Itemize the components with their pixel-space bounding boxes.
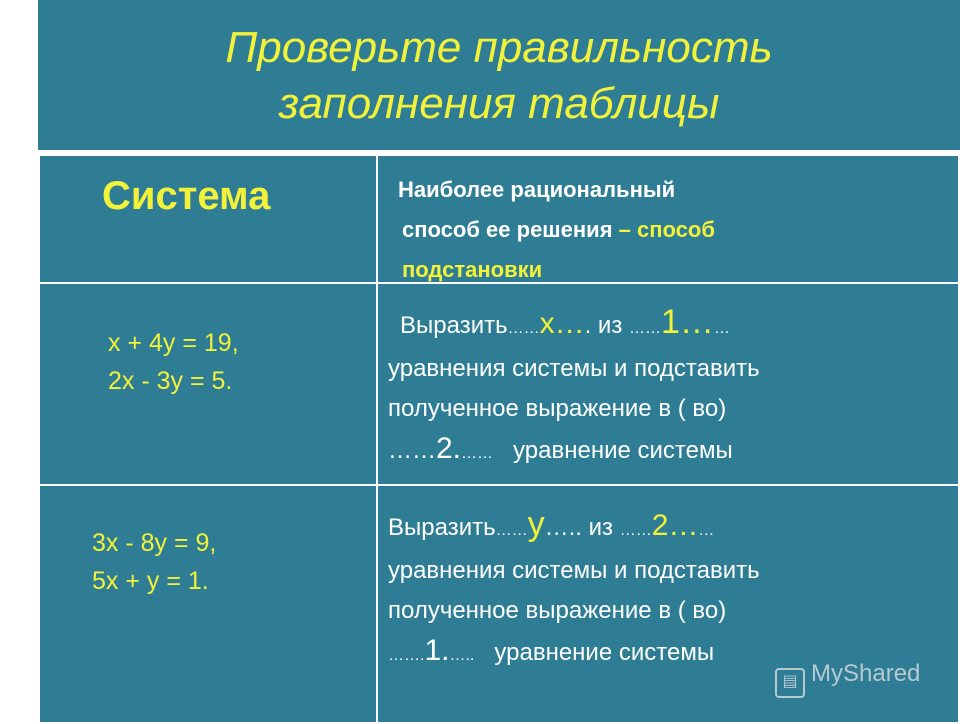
answer-other-equation: 1. [424, 634, 450, 667]
system-cell [39, 283, 377, 485]
instruction-tail: уравнение системы [494, 639, 715, 666]
header-method-highlight: – способ [618, 217, 715, 242]
header-cell-system [39, 155, 377, 283]
slide-title: Проверьте правильность заполнения таблицы [225, 23, 773, 128]
instruction-line: уравнения системы и подставить [388, 355, 760, 382]
instruction-tail: уравнение системы [513, 437, 733, 464]
header-method-text [398, 170, 918, 290]
header-system-label: Система [102, 174, 271, 218]
instruction-line: Выразить……y….. из ……2…… [388, 505, 715, 543]
answer-equation-number: 2… [651, 509, 699, 542]
header-method-line1: Наиболее рациональный [398, 177, 676, 202]
equation-system [108, 324, 239, 400]
instruction-text [388, 302, 928, 474]
system-cell [39, 485, 377, 723]
instruction-line: …….1.….. уравнение системы [388, 634, 715, 667]
instruction-from-word: ….. из [544, 514, 614, 541]
instruction-line: полученное выражение в ( во) [388, 597, 727, 624]
answer-equation-number: 1… [661, 303, 714, 341]
instruction-line: уравнения системы и подставить [388, 557, 760, 584]
equation: 3x - 8y = 9, [92, 529, 217, 557]
instruction-line: Выразить……x…. из ……1…… [400, 303, 730, 341]
equation-system [92, 524, 216, 600]
header-method-line2-text: способ ее решения [402, 217, 619, 242]
equation: x + 4y = 19, [108, 329, 239, 357]
answer-variable: x… [539, 307, 585, 340]
title-box [38, 0, 960, 150]
instruction-line: полученное выражение в ( во) [388, 395, 727, 422]
equation: 2x - 3y = 5. [108, 367, 233, 395]
table-row [39, 283, 959, 485]
watermark [775, 660, 920, 698]
instruction-express-word: Выразить [400, 312, 508, 339]
header-cell-method [377, 155, 959, 283]
answer-variable: y [527, 505, 545, 543]
systems-table [38, 154, 960, 724]
header-method-line3: подстановки [402, 257, 543, 282]
table-header-row [39, 155, 959, 283]
header-method-line2 [398, 210, 918, 250]
instruction-from-word: . из [584, 312, 623, 339]
presentation-icon: ▤ [775, 668, 805, 698]
instruction-line: ……2.…… уравнение системы [388, 432, 733, 465]
answer-other-equation: 2. [436, 432, 462, 465]
watermark-text: MyShared [811, 660, 921, 687]
instruction-express-word: Выразить [388, 514, 496, 541]
instruction-text [388, 504, 928, 676]
instruction-cell [377, 283, 959, 485]
equation: 5x + y = 1. [92, 567, 209, 595]
